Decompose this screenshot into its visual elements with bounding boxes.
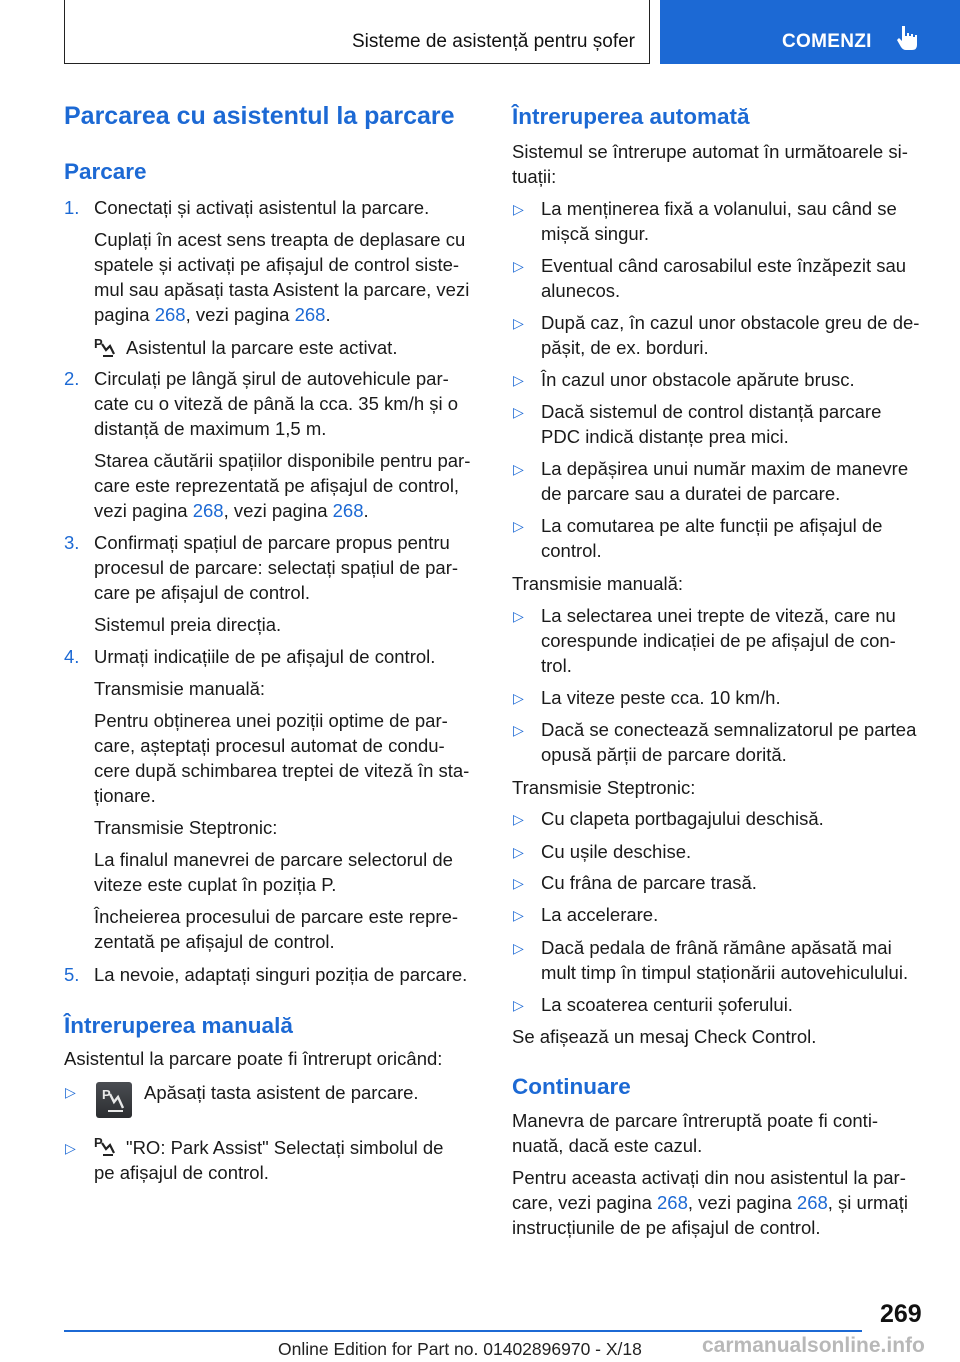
bullet-text: control. xyxy=(541,540,602,561)
bullet-triangle-icon: ▷ xyxy=(65,1140,76,1156)
text: , vezi pagina xyxy=(185,304,295,325)
header-section-box xyxy=(64,0,650,64)
watermark: carmanualsonline.info xyxy=(702,1334,925,1357)
step-text: Transmisie Steptronic: xyxy=(94,817,278,838)
page-link[interactable]: 268 xyxy=(294,304,326,325)
bullet-text: La scoaterea centurii șoferului. xyxy=(541,994,793,1015)
bullet-triangle-icon: ▷ xyxy=(513,907,524,923)
step-text: Starea căutării spațiilor disponibile pentru par- xyxy=(94,450,471,471)
bullet-triangle-icon: ▷ xyxy=(513,315,524,331)
continue-heading: Continuare xyxy=(512,1074,631,1099)
footer-divider xyxy=(64,1330,862,1332)
paragraph: Asistentul la parcare poate fi întrerupt oricând: xyxy=(64,1048,443,1069)
bullet-text: PDC indică distanțe prea mici. xyxy=(541,426,789,447)
step-number: 4. xyxy=(64,646,80,667)
svg-text:P: P xyxy=(94,1135,103,1150)
paragraph: Manevra de parcare întreruptă poate fi conti- xyxy=(512,1110,879,1131)
paragraph: Pentru aceasta activați din nou asistentul la par- xyxy=(512,1167,906,1188)
bullet-triangle-icon: ▷ xyxy=(513,608,524,624)
step-number: 1. xyxy=(64,197,80,218)
step-text: spatele și activați pe afișajul de control siste- xyxy=(94,254,460,275)
step-text: procesul de parcare: selectați spațiul de par- xyxy=(94,557,459,578)
bullet-triangle-icon: ▷ xyxy=(513,258,524,274)
bullet-triangle-icon: ▷ xyxy=(513,811,524,827)
bullet-triangle-icon: ▷ xyxy=(513,997,524,1013)
bullet-text: alunecos. xyxy=(541,280,621,301)
step-number: 3. xyxy=(64,532,80,553)
text: care, vezi pagina xyxy=(512,1192,658,1213)
page-link[interactable]: 268 xyxy=(796,1192,828,1213)
bullet-text: Apăsați tasta asistent de parcare. xyxy=(144,1082,419,1103)
text: . xyxy=(363,500,369,521)
bullet-text: "RO: Park Assist" Selectați simbolul de xyxy=(126,1137,444,1158)
page-link[interactable]: 268 xyxy=(154,304,186,325)
step-number: 5. xyxy=(64,964,80,985)
bullet-text: mult timp în timpul staționării autovehiculului. xyxy=(541,962,909,983)
step-text: La finalul manevrei de parcare selectorul de xyxy=(94,849,453,870)
step-text: cere după schimbarea treptei de viteză în sta- xyxy=(94,760,470,781)
footer-edition: Online Edition for Part no. 01402896970 - X/18 xyxy=(278,1339,642,1359)
step-text: Pentru obținerea unei poziții optime de par- xyxy=(94,710,448,731)
step-text: cate cu o viteză de până la cca. 35 km/h și o xyxy=(94,393,459,414)
paragraph-with-links xyxy=(512,1190,908,1215)
bullet-triangle-icon: ▷ xyxy=(513,201,524,217)
bullet-text: Cu frâna de parcare trasă. xyxy=(541,872,757,893)
bullet-text: La depășirea unui număr maxim de manevre xyxy=(541,458,909,479)
bullet-text: corespunde indicației de pe afișajul de con- xyxy=(541,630,896,651)
step-text: Conectați și activați asistentul la parcare. xyxy=(94,197,430,218)
bullet-text: După caz, în cazul unor obstacole greu de de- xyxy=(541,312,920,333)
step-text: Confirmați spațiul de parcare propus pentru xyxy=(94,532,450,553)
paragraph: instrucțiunile de pe afișajul de control. xyxy=(512,1217,821,1238)
status-text: Asistentul la parcare este activat. xyxy=(126,337,398,358)
bullet-text: opusă părții de parcare dorită. xyxy=(541,744,787,765)
paragraph: Transmisie manuală: xyxy=(512,573,684,594)
paragraph: tuații: xyxy=(512,166,557,187)
step-text: Încheierea procesului de parcare este repre- xyxy=(94,906,459,927)
step-text: care, așteptați procesul automat de condu- xyxy=(94,735,445,756)
parcare-heading: Parcare xyxy=(64,159,147,184)
bullet-text: La menținerea fixă a volanului, sau când se xyxy=(541,198,897,219)
bullet-triangle-icon: ▷ xyxy=(513,844,524,860)
step-text: La nevoie, adaptați singuri poziția de parcare. xyxy=(94,964,468,985)
bullet-text: În cazul unor obstacole apărute brusc. xyxy=(541,369,855,390)
paragraph: Transmisie Steptronic: xyxy=(512,777,696,798)
step-text: Sistemul preia direcția. xyxy=(94,614,282,635)
page-link[interactable]: 268 xyxy=(192,500,224,521)
paragraph: Se afișează un mesaj Check Control. xyxy=(512,1026,817,1047)
bullet-text: pe afișajul de control. xyxy=(94,1162,269,1183)
paragraph: Sistemul se întrerupe automat în următoarele si- xyxy=(512,141,908,162)
step-text: viteze este cuplat în poziția P. xyxy=(94,874,337,895)
auto-interrupt-heading: Întreruperea automată xyxy=(512,104,750,129)
park-assist-button-icon xyxy=(96,1082,132,1118)
step-text: distanță de maximum 1,5 m. xyxy=(94,418,327,439)
manual-interrupt-heading: Întreruperea manuală xyxy=(64,1013,293,1038)
bullet-text: Cu ușile deschise. xyxy=(541,841,692,862)
text: pagina xyxy=(94,304,155,325)
page-title: Parcarea cu asistentul la parcare xyxy=(64,102,455,130)
bullet-triangle-icon: ▷ xyxy=(513,518,524,534)
text: , vezi pagina xyxy=(687,1192,797,1213)
step-text: Circulați pe lângă șirul de autovehicule par- xyxy=(94,368,449,389)
bullet-text: Eventual când carosabilul este înzăpezit sau xyxy=(541,255,907,276)
page-link[interactable]: 268 xyxy=(332,500,364,521)
bullet-text: La comutarea pe alte funcții pe afișajul de xyxy=(541,515,883,536)
svg-text:P: P xyxy=(102,1087,111,1102)
bullet-triangle-icon: ▷ xyxy=(65,1084,76,1100)
text: , și urmați xyxy=(827,1192,908,1213)
bullet-triangle-icon: ▷ xyxy=(513,372,524,388)
page-link[interactable]: 268 xyxy=(657,1192,688,1213)
bullet-triangle-icon: ▷ xyxy=(513,404,524,420)
step-text: Transmisie manuală: xyxy=(94,678,266,699)
park-assist-icon xyxy=(94,1135,116,1157)
header-chapter-tab[interactable] xyxy=(660,0,960,64)
bullet-text: pășit, de ex. borduri. xyxy=(541,337,709,358)
step-text: care este reprezentată pe afișajul de control, xyxy=(94,475,460,496)
page-number: 269 xyxy=(880,1300,922,1328)
bullet-triangle-icon: ▷ xyxy=(513,690,524,706)
step-text-with-links xyxy=(94,302,331,327)
bullet-text: Dacă pedala de frână rămâne apăsată mai xyxy=(541,937,892,958)
bullet-text: Cu clapeta portbagajului deschisă. xyxy=(541,808,824,829)
step-text: Urmați indicațiile de pe afișajul de control. xyxy=(94,646,436,667)
text: . xyxy=(325,304,331,325)
bullet-triangle-icon: ▷ xyxy=(513,875,524,891)
park-assist-icon xyxy=(94,336,116,358)
step-text: care pe afișajul de control. xyxy=(94,582,310,603)
bullet-text: Dacă se conectează semnalizatorul pe partea xyxy=(541,719,917,740)
bullet-text: de parcare sau a duratei de parcare. xyxy=(541,483,841,504)
step-text: Cuplați în acest sens treapta de deplasare cu xyxy=(94,229,466,250)
step-text: ționare. xyxy=(94,785,156,806)
step-text-with-links xyxy=(94,498,369,523)
bullet-text: mișcă singur. xyxy=(541,223,649,244)
bullet-text: La selectarea unei trepte de viteză, care nu xyxy=(541,605,896,626)
text: , vezi pagina xyxy=(223,500,333,521)
hand-pointer-icon xyxy=(896,24,918,52)
bullet-text: Dacă sistemul de control distanță parcare xyxy=(541,401,882,422)
step-text: mul sau apăsați tasta Asistent la parcare, vezi xyxy=(94,279,470,300)
bullet-triangle-icon: ▷ xyxy=(513,940,524,956)
bullet-text: La accelerare. xyxy=(541,904,659,925)
bullet-text: trol. xyxy=(541,655,572,676)
header-chapter-title: COMENZI xyxy=(782,31,872,52)
text: vezi pagina xyxy=(94,500,193,521)
paragraph: nuată, dacă este cazul. xyxy=(512,1135,703,1156)
step-text: zentată pe afișajul de control. xyxy=(94,931,335,952)
bullet-text: La viteze peste cca. 10 km/h. xyxy=(541,687,781,708)
bullet-triangle-icon: ▷ xyxy=(513,722,524,738)
step-number: 2. xyxy=(64,368,80,389)
svg-text:P: P xyxy=(94,336,103,351)
bullet-triangle-icon: ▷ xyxy=(513,461,524,477)
header-section-title: Sisteme de asistență pentru șofer xyxy=(351,31,635,52)
